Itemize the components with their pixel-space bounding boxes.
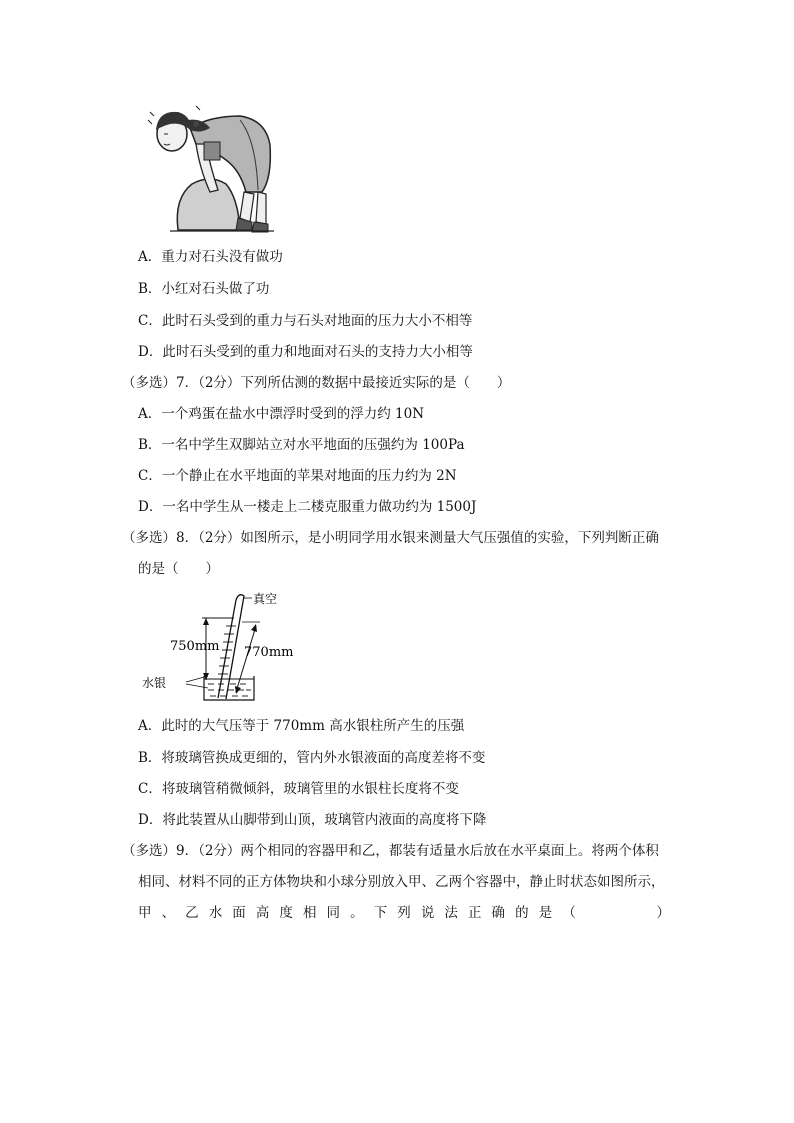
q7-option-a: A．一个鸡蛋在盐水中漂浮时受到的浮力约 10N — [138, 406, 425, 422]
q8-stem-line1: （多选）8．（2分）如图所示，是小明同学用水银来测量大气压强值的实验，下列判断正确 — [122, 530, 659, 546]
q7-option-b: B．一名中学生双脚站立对水平地面的压强约为 100Pa — [138, 437, 465, 453]
q8-option-c: C．将玻璃管稍微倾斜，玻璃管里的水银柱长度将不变 — [138, 781, 459, 797]
q7-option-d: D．一名中学生从一楼走上二楼克服重力做功约为 1500J — [138, 499, 477, 515]
girl-pushing-rock-figure — [140, 100, 275, 235]
q6-option-b: B．小红对石头做了功 — [138, 281, 270, 297]
q8-option-d: D．将此装置从山脚带到山顶，玻璃管内液面的高度将下降 — [138, 812, 487, 828]
q8-stem-line2: 的是（ ） — [138, 561, 219, 577]
height-750-label: 750mm — [170, 639, 220, 654]
q8-option-b: B．将玻璃管换成更细的，管内外水银液面的高度差将不变 — [138, 750, 486, 766]
mercury-label: 水银 — [142, 676, 167, 690]
mercury-barometer-figure — [138, 588, 308, 708]
q6-option-c: C．此时石头受到的重力与石头对地面的压力大小不相等 — [138, 313, 473, 329]
q9-stem-line3: 甲、乙水面高度相同。下列说法正确的是（ ） — [138, 905, 670, 921]
vacuum-label: 真空 — [253, 592, 278, 606]
q9-stem-line2: 相同、材料不同的正方体物块和小球分别放入甲、乙两个容器中，静止时状态如图所示， — [138, 874, 665, 890]
q7-option-c: C．一个静止在水平地面的苹果对地面的压力约为 2N — [138, 468, 457, 484]
q6-option-d: D．此时石头受到的重力和地面对石头的支持力大小相等 — [138, 344, 473, 360]
height-770-label: 770mm — [244, 645, 294, 660]
q9-stem-line1: （多选）9．（2分）两个相同的容器甲和乙，都装有适量水后放在水平桌面上。将两个体积 — [122, 843, 659, 859]
q6-option-a: A．重力对石头没有做功 — [138, 249, 283, 265]
q7-stem: （多选）7．（2分）下列所估测的数据中最接近实际的是（ ） — [122, 375, 511, 391]
q8-option-a: A．此时的大气压等于 770mm 高水银柱所产生的压强 — [138, 718, 465, 734]
